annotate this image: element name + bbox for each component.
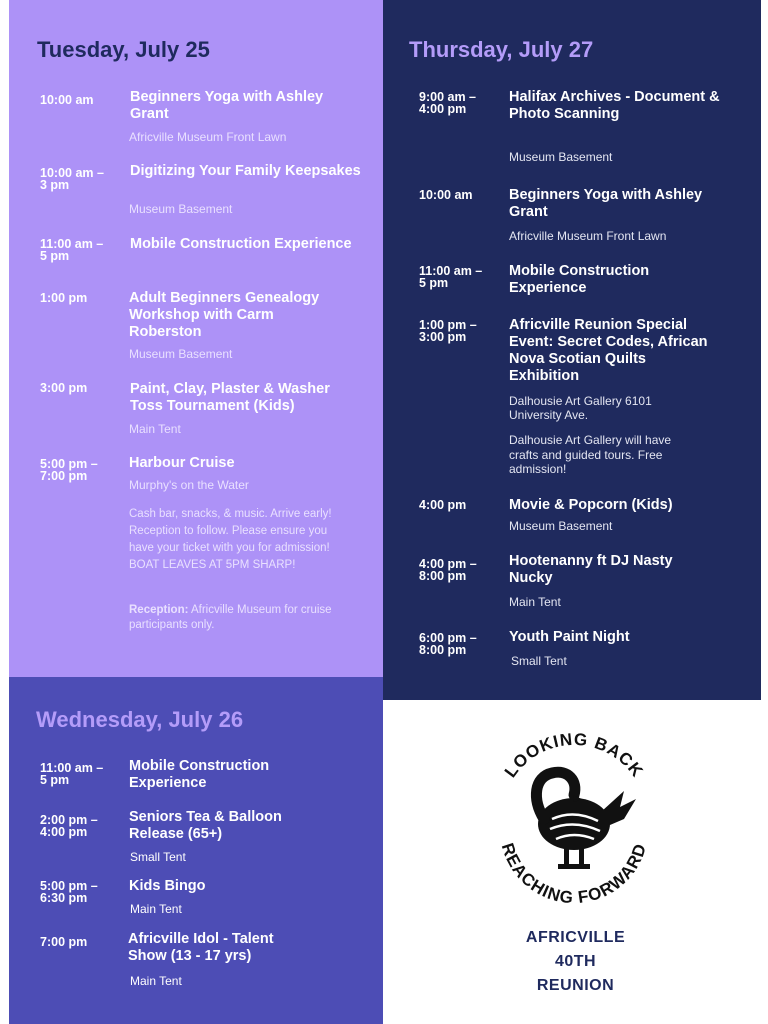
sankofa-bird-icon (536, 772, 636, 869)
logo-bottom-text: REACHING FORWARD (497, 840, 651, 908)
event-time: 11:00 am – 5 pm (419, 264, 483, 290)
event-title: Kids Bingo (129, 878, 206, 894)
event-time: 5:00 pm – 6:30 pm (40, 879, 98, 905)
tuesday-title: Tuesday, July 25 (37, 37, 210, 62)
event-time: 3:00 pm (40, 381, 88, 395)
event-time: 10:00 am (40, 93, 94, 107)
event-location: Main Tent (130, 902, 182, 916)
event-location: Murphy's on the Water (129, 478, 249, 492)
reception-text: Africville Museum for cruise participants only. (129, 604, 332, 631)
event-location: Museum Basement (129, 202, 233, 216)
event-title: Digitizing Your Family Keepsakes (130, 163, 361, 179)
event-time: 4:00 pm – 8:00 pm (419, 557, 477, 583)
event-title: Seniors Tea & Balloon Release (65+) (129, 809, 282, 842)
event-location: Africville Museum Front Lawn (509, 229, 667, 243)
event-time: 10:00 am (419, 188, 473, 202)
event-location: Museum Basement (129, 347, 233, 361)
event-title: Mobile Construction Experience (130, 236, 352, 252)
event-location: Museum Basement (509, 150, 613, 164)
wednesday-title: Wednesday, July 26 (36, 707, 244, 732)
event-time: 1:00 pm – 3:00 pm (419, 318, 477, 344)
event-title: Paint, Clay, Plaster & Washer Toss Tournament (Kids) (130, 381, 330, 414)
event-title: Beginners Yoga with Ashley Grant (130, 89, 324, 122)
brand-line-1: AFRICVILLE (525, 929, 626, 946)
event-time: 9:00 am – 4:00 pm (419, 90, 476, 116)
logo-panel (383, 700, 768, 1024)
event-title: Africville Idol - Talent Show (13 - 17 yrs) (128, 931, 274, 964)
event-title: Halifax Archives - Document & Photo Scanning (509, 89, 720, 122)
thursday-title: Thursday, July 27 (409, 37, 594, 62)
event-location: Small Tent (130, 850, 186, 864)
event-time: 1:00 pm (40, 291, 88, 305)
event-time: 5:00 pm – 7:00 pm (40, 457, 98, 483)
event-title: Africville Reunion Special Event: Secret Codes, African Nova Scotian Quilts Exhibition (509, 317, 708, 384)
event-title: Hootenanny ft DJ Nasty Nucky (509, 553, 673, 586)
event-location: Dalhousie Art Gallery 6101 University Ave. (509, 394, 652, 422)
logo-top-text: LOOKING BACK (500, 729, 648, 781)
event-location: Small Tent (511, 654, 567, 668)
brand-line-2: 40TH (554, 953, 597, 970)
thursday-panel (383, 0, 761, 700)
event-time: 4:00 pm (419, 498, 467, 512)
tuesday-panel (9, 0, 383, 677)
reception-label: Reception: (129, 604, 189, 616)
event-note: Dalhousie Art Gallery will have crafts and guided tours. Free admission! (509, 433, 672, 476)
event-location: Main Tent (130, 974, 182, 988)
event-time: 2:00 pm – 4:00 pm (40, 813, 98, 839)
wednesday-panel (9, 677, 383, 1024)
event-title: Youth Paint Night (509, 629, 630, 645)
reunion-brand (383, 926, 768, 998)
reception-note (129, 603, 339, 633)
event-time: 10:00 am – 3 pm (40, 166, 104, 192)
event-time: 7:00 pm (40, 935, 88, 949)
event-location: Main Tent (129, 422, 181, 436)
event-time: 6:00 pm – 8:00 pm (419, 631, 477, 657)
brand-line-3: REUNION (536, 977, 615, 994)
event-title: Adult Beginners Genealogy Workshop with Carm Roberston (129, 290, 320, 340)
event-note: Cash bar, snacks, & music. Arrive early! Reception to follow. Please ensure you have your ticket with you for admission! BOAT LEAVES AT 5PM SHARP! (129, 508, 332, 571)
event-time: 11:00 am – 5 pm (40, 761, 104, 787)
event-title: Harbour Cruise (129, 455, 235, 471)
event-location: Museum Basement (509, 519, 613, 533)
event-title: Beginners Yoga with Ashley Grant (509, 187, 703, 220)
event-title: Mobile Construction Experience (129, 758, 270, 791)
event-title: Mobile Construction Experience (509, 263, 650, 296)
event-title: Movie & Popcorn (Kids) (509, 497, 673, 513)
sankofa-logo (474, 729, 674, 909)
event-time: 11:00 am – 5 pm (40, 237, 104, 263)
event-location: Main Tent (509, 595, 561, 609)
event-location: Africville Museum Front Lawn (129, 130, 287, 144)
